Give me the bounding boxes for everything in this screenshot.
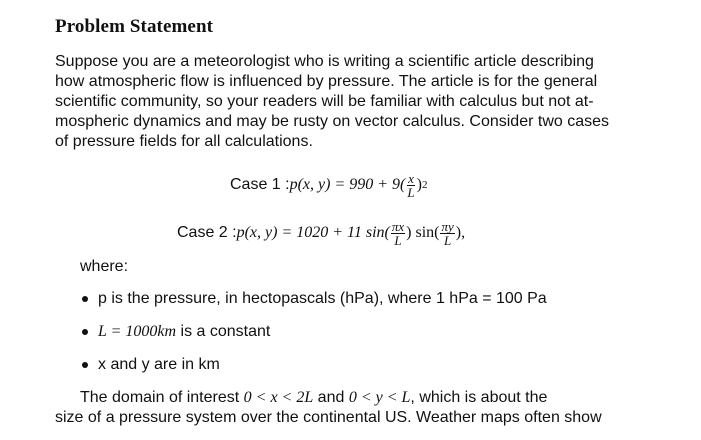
case1-close-paren: ) <box>416 176 422 193</box>
where-label: where: <box>80 258 129 275</box>
domain-math-x: 0 < x < 2L <box>243 389 314 406</box>
case1-frac-numerator: x <box>408 170 414 186</box>
case2-lhs: p(x, y) = 1020 + 11 sin( <box>236 224 390 241</box>
intro-line: mospheric dynamics and may be rusty on vector calculus. Consider two cases <box>55 113 610 130</box>
domain-math-y: 0 < y < L <box>348 389 411 406</box>
intro-paragraph <box>55 52 655 152</box>
case2-label: Case 2 : <box>177 224 237 241</box>
intro-line: Suppose you are a meteorologist who is writing a scientific article describing <box>55 53 594 70</box>
domain-line-1 <box>55 388 655 408</box>
list-item <box>82 323 270 341</box>
domain-text-b: and <box>313 389 349 406</box>
intro-line: how atmospheric flow is influenced by pressure. The article is for the general <box>55 73 598 90</box>
list-item <box>82 356 220 374</box>
case2-frac2-numerator: πy <box>441 218 454 234</box>
bullet-icon <box>82 329 88 335</box>
bullet-text-pressure: p is the pressure, in hectopascals (hPa), where 1 hPa = 100 Pa <box>98 290 547 307</box>
case2-frac2-denominator: L <box>444 232 452 248</box>
bullet-icon <box>82 362 88 368</box>
bullet-math-L: L = 1000km <box>98 323 177 340</box>
case1-equation <box>230 168 427 202</box>
case1-exponent: 2 <box>421 179 428 191</box>
domain-text-c: , which is about the <box>410 389 548 406</box>
intro-line: of pressure fields for all calculations. <box>55 133 313 150</box>
bullet-text-constant: is a constant <box>176 323 271 340</box>
case1-fraction <box>406 172 415 199</box>
case1-frac-denominator: L <box>407 184 415 200</box>
domain-line-2: size of a pressure system over the continental US. Weather maps often show <box>55 409 602 426</box>
case2-equation <box>177 214 465 252</box>
case2-fraction-y <box>440 220 454 247</box>
case2-frac1-numerator: πx <box>391 218 405 234</box>
case2-fraction-x <box>391 220 405 247</box>
bullet-text-units: x and y are in km <box>98 356 220 373</box>
bullet-icon <box>82 296 88 302</box>
case2-close-paren: ), <box>455 224 466 241</box>
section-heading: Problem Statement <box>55 16 214 37</box>
intro-line: scientific community, so your readers will be familiar with calculus but not at- <box>55 93 594 110</box>
list-item <box>82 290 547 308</box>
domain-paragraph <box>55 388 655 428</box>
case2-frac1-denominator: L <box>394 232 402 248</box>
case1-label: Case 1 : <box>230 176 290 193</box>
case2-mid: ) sin( <box>406 224 440 241</box>
domain-text-a: The domain of interest <box>80 389 244 406</box>
case1-lhs: p(x, y) = 990 + 9( <box>289 176 406 193</box>
